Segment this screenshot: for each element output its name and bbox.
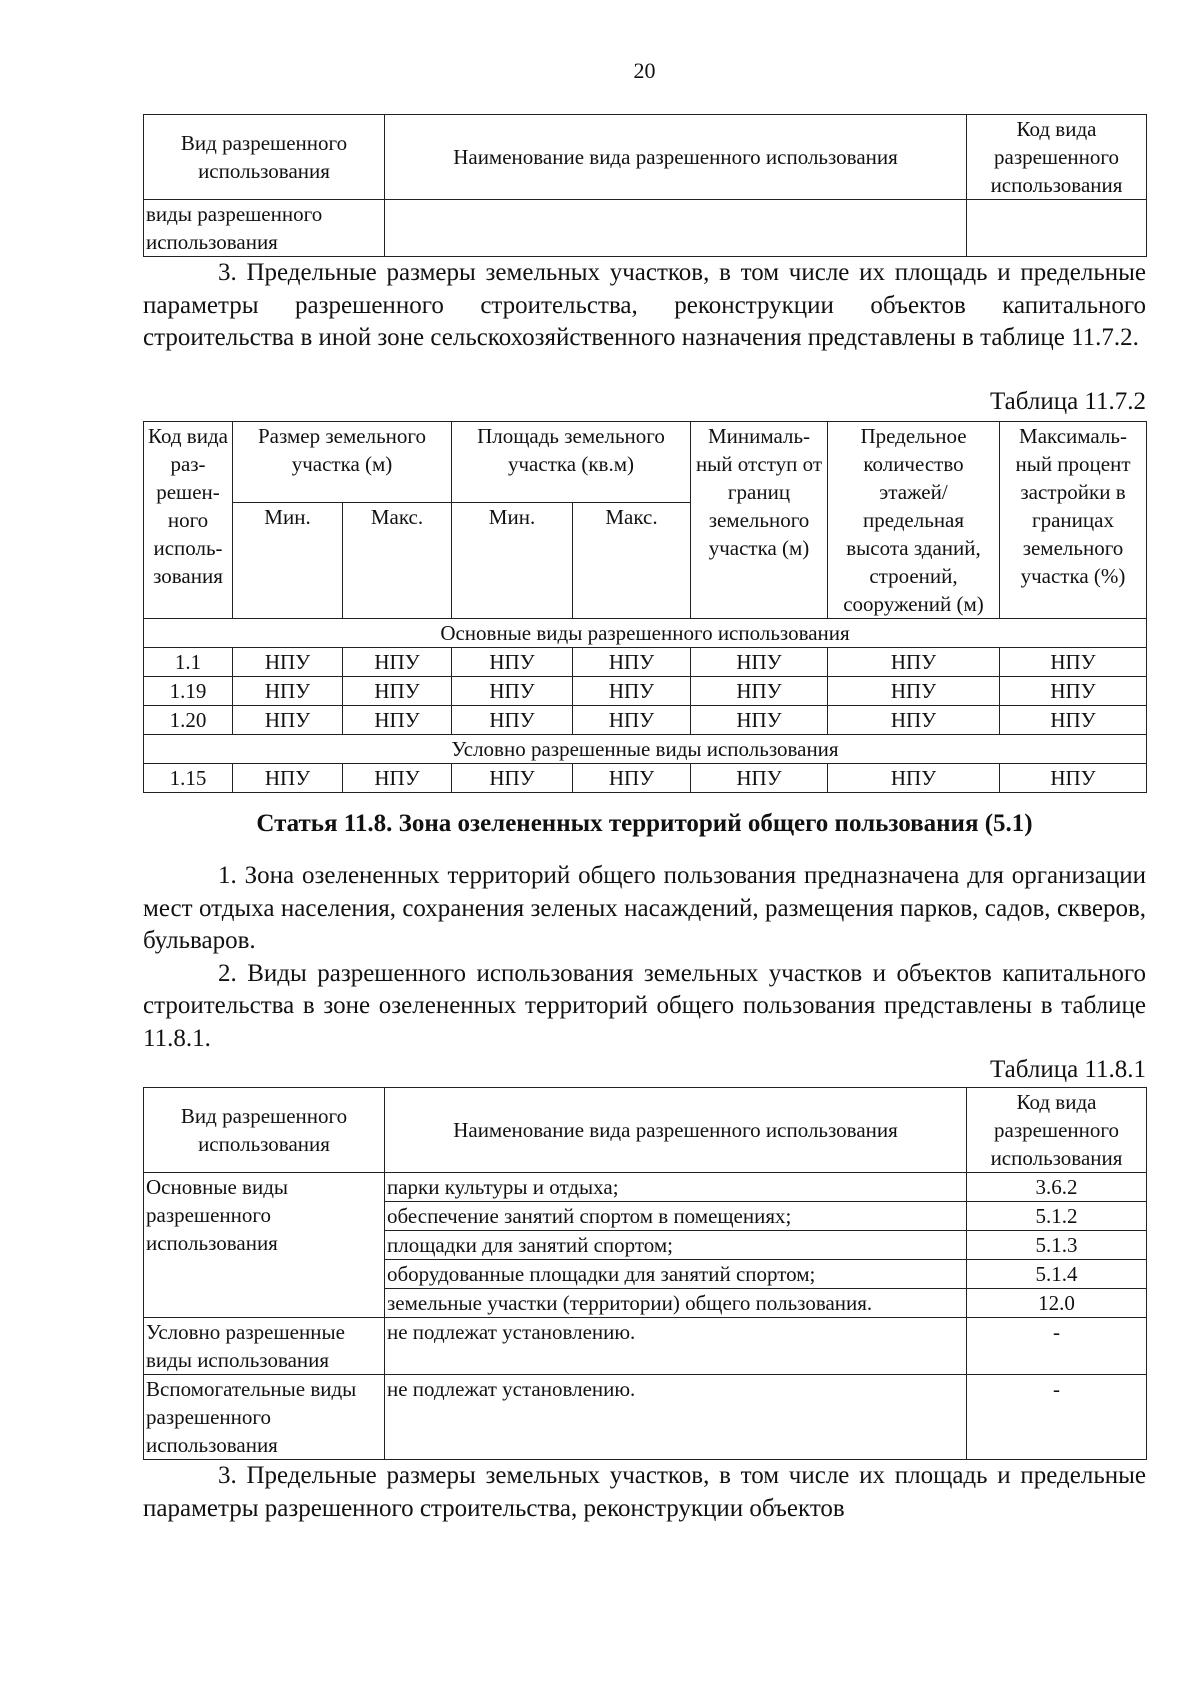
cell-value: НПУ: [573, 648, 691, 677]
cell-value: НПУ: [828, 648, 1000, 677]
page-number: 20: [633, 58, 656, 83]
cell-value: НПУ: [452, 677, 573, 706]
cell-value: НПУ: [1000, 677, 1147, 706]
cell-code: 3.6.2: [967, 1173, 1147, 1202]
cell-value: НПУ: [573, 677, 691, 706]
header-floors-height: Предельное количество этажей/ предельная высота зданий, строений, сооружений (м): [828, 422, 1000, 619]
cell-value: НПУ: [828, 706, 1000, 735]
header-name: Наименование вида разрешенного использования: [385, 1088, 967, 1173]
cell-value: НПУ: [452, 648, 573, 677]
cell-name: парки культуры и отдыха;: [385, 1173, 967, 1202]
header-plot-size: Размер земельного участка (м): [233, 422, 452, 503]
cell-value: НПУ: [452, 706, 573, 735]
cell-value: НПУ: [343, 677, 452, 706]
table-header-row: [144, 1088, 1147, 1173]
header-area-min: Мин.: [452, 503, 573, 619]
table-row: [144, 1318, 1147, 1375]
cell-code: 1.20: [144, 706, 233, 735]
section-label-conditional: Условно разрешенные виды использования: [144, 735, 1147, 764]
header-plot-area: Площадь земельного участка (кв.м): [452, 422, 691, 503]
cell-code: 1.1: [144, 648, 233, 677]
header-code: Код вида разрешенного использования: [967, 115, 1147, 200]
paragraph-permitted-uses: 2. Виды разрешенного использования земельных участков и объектов капитального строительства в зоне озелененных территорий общего пользования представлены в таблице 11.8.1.: [143, 959, 1146, 1052]
cell-code: 1.15: [144, 764, 233, 793]
table-row: [144, 648, 1147, 677]
section-row-conditional: [144, 735, 1147, 764]
cell-kind-auxiliary: Вспомогательные виды разрешенного использования: [144, 1375, 385, 1460]
table-row: [144, 706, 1147, 735]
cell-code: 5.1.3: [967, 1231, 1147, 1260]
cell-code: -: [967, 1375, 1147, 1460]
table-caption-11-7-2: Таблица 11.7.2: [990, 388, 1146, 415]
table-row: [144, 200, 1147, 257]
cell-value: НПУ: [691, 706, 828, 735]
cell-value: НПУ: [343, 764, 452, 793]
cell-name: земельные участки (территории) общего пользования.: [385, 1289, 967, 1318]
table-row: [144, 677, 1147, 706]
table-row: [144, 1173, 1147, 1202]
cell-kind-main: Основные виды разрешенного использования: [144, 1173, 385, 1318]
article-heading: Статья 11.8. Зона озелененных территорий общего пользования (5.1): [256, 810, 1033, 837]
cell-name: [385, 200, 967, 257]
header-kind: Вид разрешенного использования: [144, 115, 385, 200]
cell-value: НПУ: [573, 706, 691, 735]
section-label-main: Основные виды разрешенного использования: [144, 619, 1147, 648]
cell-value: НПУ: [233, 648, 343, 677]
paragraph-zone-purpose: 1. Зона озелененных территорий общего пользования предназначена для организации мест отдыха населения, сохранения зеленых насаждений, размещения парков, садов, скверов, бульваров.: [143, 862, 1146, 954]
article-body: [143, 860, 1146, 1055]
cell-value: НПУ: [573, 764, 691, 793]
paragraph-limits-11-8: 3. Предельные размеры земельных участков, в том числе их площадь и предельные параметры разрешенного строительства, реконструкции объектов: [143, 1462, 1146, 1522]
header-code: Код вида раз-решен-ного исполь-зования: [144, 422, 233, 619]
table-row: [144, 1375, 1147, 1460]
cell-kind: виды разрешенного использования: [144, 200, 385, 257]
cell-name: обеспечение занятий спортом в помещениях;: [385, 1202, 967, 1231]
cell-value: НПУ: [691, 764, 828, 793]
header-code: Код вида разрешенного использования: [967, 1088, 1147, 1173]
table-header-row: [144, 422, 1147, 503]
header-coverage: Максималь-ный процент застройки в границах земельного участка (%): [1000, 422, 1147, 619]
cell-kind-conditional: Условно разрешенные виды использования: [144, 1318, 385, 1375]
cell-name: площадки для занятий спортом;: [385, 1231, 967, 1260]
cell-value: НПУ: [691, 677, 828, 706]
cell-value: НПУ: [691, 648, 828, 677]
cell-name: оборудованные площадки для занятий спортом;: [385, 1260, 967, 1289]
cell-value: НПУ: [233, 677, 343, 706]
header-size-min: Мин.: [233, 503, 343, 619]
cell-code: 5.1.2: [967, 1202, 1147, 1231]
paragraph-limits-11-7: 3. Предельные размеры земельных участков, в том числе их площадь и предельные параметры разрешенного строительства, реконструкции объектов капитального строительства в иной зоне сельскохозяйственного назначения представлены в таблице 11.7.2.: [143, 259, 1146, 351]
cell-value: НПУ: [452, 764, 573, 793]
permitted-use-table-11-8-1: [143, 1087, 1147, 1460]
cell-name: не подлежат установлению.: [385, 1375, 967, 1460]
cell-code: -: [967, 1318, 1147, 1375]
table-row: [144, 764, 1147, 793]
header-size-max: Макс.: [343, 503, 452, 619]
cell-code: 12.0: [967, 1289, 1147, 1318]
cell-value: НПУ: [1000, 706, 1147, 735]
header-setback: Минималь-ный отступ от границ земельного участка (м): [691, 422, 828, 619]
table-caption-11-8-1: Таблица 11.8.1: [990, 1056, 1146, 1083]
header-area-max: Макс.: [573, 503, 691, 619]
header-name: Наименование вида разрешенного использования: [385, 115, 967, 200]
cell-value: НПУ: [343, 648, 452, 677]
cell-value: НПУ: [233, 706, 343, 735]
cell-code: 1.19: [144, 677, 233, 706]
cell-name: не подлежат установлению.: [385, 1318, 967, 1375]
cell-value: НПУ: [828, 677, 1000, 706]
permitted-use-table-continued: [143, 114, 1147, 257]
cell-value: НПУ: [1000, 764, 1147, 793]
cell-value: НПУ: [828, 764, 1000, 793]
cell-value: НПУ: [233, 764, 343, 793]
cell-code: [967, 200, 1147, 257]
section-row-main: [144, 619, 1147, 648]
table-header-row: [144, 115, 1147, 200]
cell-value: НПУ: [1000, 648, 1147, 677]
cell-code: 5.1.4: [967, 1260, 1147, 1289]
limits-table-11-7-2: [143, 421, 1147, 793]
cell-value: НПУ: [343, 706, 452, 735]
header-kind: Вид разрешенного использования: [144, 1088, 385, 1173]
